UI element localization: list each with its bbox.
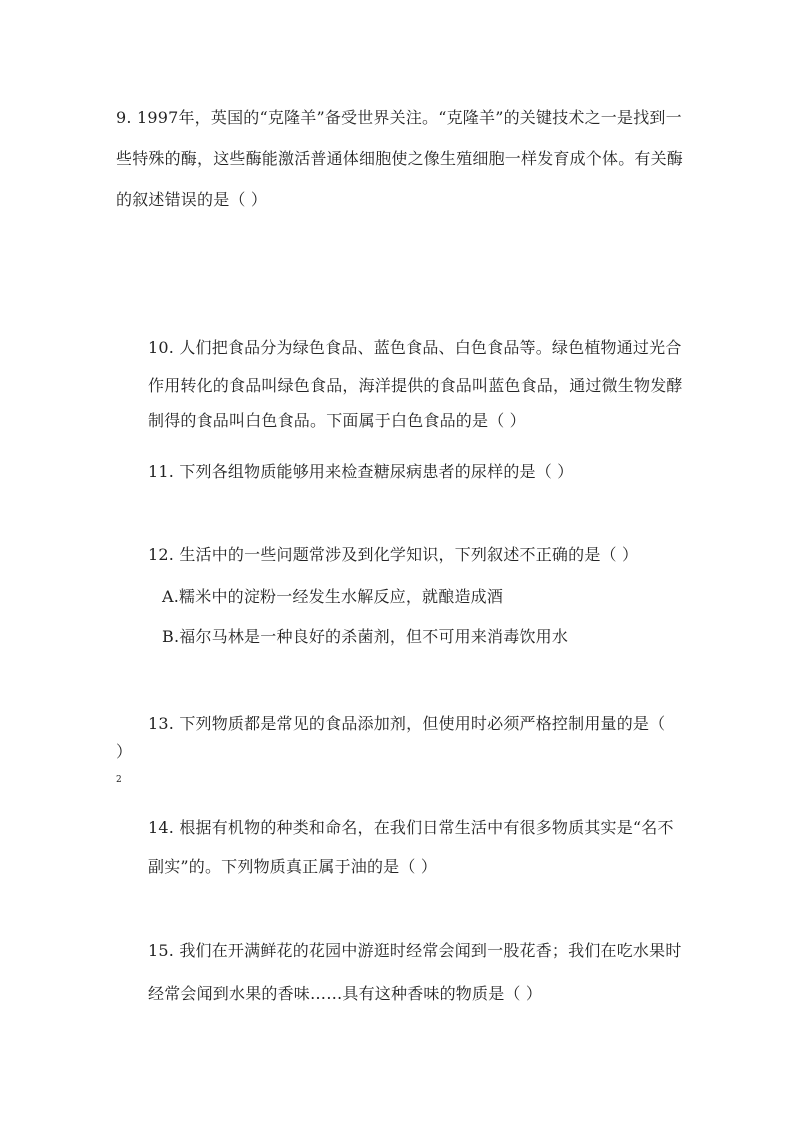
- question-9-line-2: 些特殊的酶，这些酶能激活普通体细胞使之像生殖细胞一样发育成个体。有关酶: [116, 149, 684, 168]
- question-10-line-2: 作用转化的食品叫绿色食品，海洋提供的食品叫蓝色食品，通过微生物发酵: [148, 376, 683, 395]
- question-12-line-1: 12. 生活中的一些问题常涉及到化学知识，下列叙述不正确的是（ ）: [148, 545, 639, 564]
- question-13-line-2: ）: [116, 742, 133, 761]
- question-12-option-b: B.福尔马林是一种良好的杀菌剂，但不可用来消毒饮用水: [162, 627, 569, 646]
- question-12-option-a: A.糯米中的淀粉一经发生水解反应，就酿造成酒: [162, 587, 504, 606]
- question-15-line-1: 15. 我们在开满鲜花的花园中游逛时经常会闻到一股花香；我们在吃水果时: [148, 941, 682, 960]
- question-11-line-1: 11. 下列各组物质能够用来检查糖尿病患者的尿样的是（ ）: [148, 462, 574, 481]
- page-number: 2: [116, 775, 122, 785]
- question-9-line-3: 的叙述错误的是（ ）: [116, 190, 268, 209]
- question-9-line-1: 9. 1997年，英国的“克隆羊”备受世界关注。“克隆羊”的关键技术之一是找到一: [116, 108, 682, 127]
- question-15-line-2: 经常会闻到水果的香味……具有这种香味的物质是（ ）: [148, 984, 543, 1003]
- question-10-line-1: 10. 人们把食品分为绿色食品、蓝色食品、白色食品等。绿色植物通过光合: [148, 338, 682, 357]
- question-13-line-1: 13. 下列物质都是常见的食品添加剂，但使用时必须严格控制用量的是（: [148, 714, 666, 733]
- question-10-line-3: 制得的食品叫白色食品。下面属于白色食品的是（ ）: [148, 411, 526, 430]
- question-14-line-2: 副实”的。下列物质真正属于油的是（ ）: [148, 857, 438, 876]
- question-14-line-1: 14. 根据有机物的种类和命名，在我们日常生活中有很多物质其实是“名不: [148, 818, 674, 837]
